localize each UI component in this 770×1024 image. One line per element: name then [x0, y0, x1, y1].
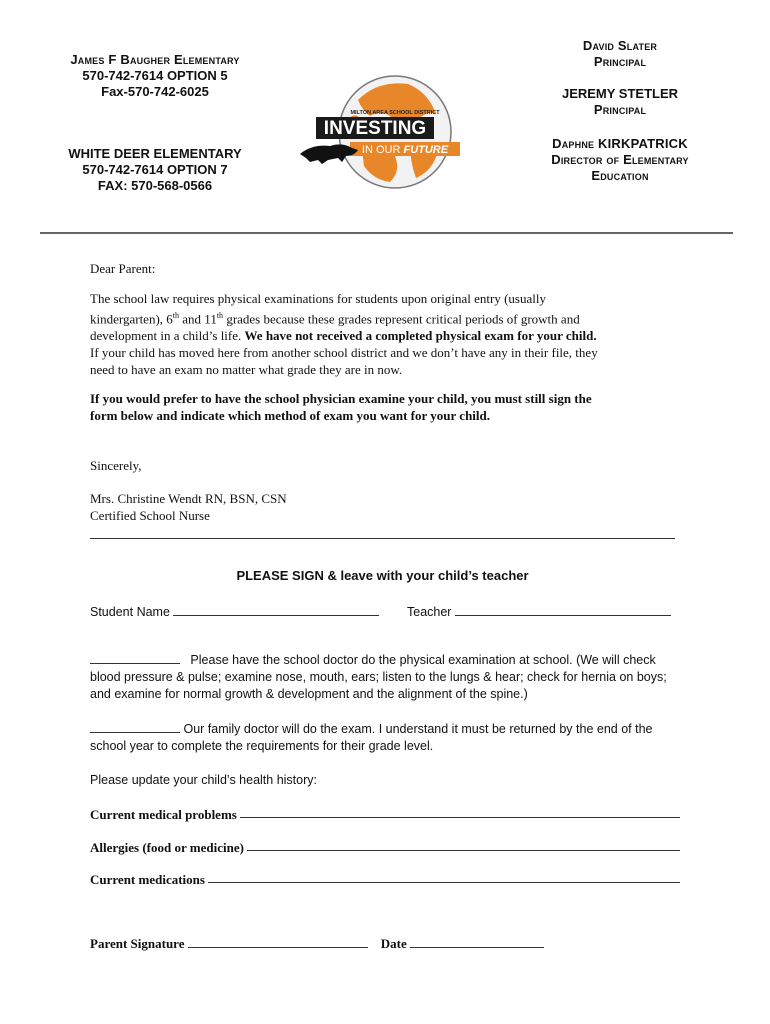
right-header-2 [520, 86, 720, 118]
left-header-2 [40, 146, 270, 194]
medical-problems-field[interactable]: Current medical problems [90, 806, 680, 823]
medical-problems-input[interactable] [240, 806, 680, 818]
logo-word-investing: INVESTING [323, 118, 427, 139]
school-name-white-deer: WHITE DEER ELEMENTARY [68, 146, 242, 161]
allergies-input[interactable] [247, 839, 680, 851]
principal-title-2: Principal [593, 102, 647, 117]
school-name-baugher: James F Baugher Elementary [70, 52, 240, 67]
closing: Sincerely, [90, 458, 142, 473]
form-heading: PLEASE SIGN & leave with your child’s teacher [236, 568, 529, 583]
district-logo [298, 70, 470, 195]
fax-white-deer: FAX: 570-568-0566 [97, 178, 213, 193]
option-family-doctor: Our family doctor will do the exam. I understand it must be returned by the end of the school year to complete the requirements for their grade level. [90, 722, 653, 753]
right-header-3 [520, 136, 720, 184]
principal-name-slater: David Slater [582, 38, 658, 53]
greeting: Dear Parent: [90, 261, 156, 276]
not-received-notice: We have not received a completed physical exam for your child. [244, 328, 597, 344]
principal-name-stetler: JEREMY STETLER [561, 86, 679, 101]
signature-row [90, 935, 690, 952]
paragraph-1: The school law requires physical examinations for students upon original entry (usually kindergarten), 6th and 11th grades because these grades represent critical periods of growth and development in a child’s life. We have not received a completed physical exam for your child. If your child has moved here from another school district and we don’t have any in their file, they need to have an exam no matter what grade they are in now. [90, 291, 598, 378]
globe-logo-graphic [298, 70, 470, 195]
parent-signature-label: Parent Signature [90, 936, 185, 951]
director-title-line2: Education [591, 168, 649, 183]
date-input[interactable] [410, 936, 544, 948]
signer-block [90, 490, 690, 524]
right-header [520, 38, 720, 70]
principal-title-1: Principal [593, 54, 647, 69]
paragraph-2: If you would prefer to have the school physician examine your child, you must still sign the form below and indicate which method of exam you want for your child. [90, 391, 592, 423]
signer-title: Certified School Nurse [90, 508, 210, 523]
header-divider [40, 232, 733, 234]
logo-tagline: IN OUR FUTURE [361, 144, 449, 156]
health-history-prompt: Please update your child’s health history: [90, 773, 317, 787]
family-doctor-checkline[interactable] [90, 721, 180, 733]
allergies-field[interactable]: Allergies (food or medicine) [90, 839, 680, 856]
signer-name: Mrs. Christine Wendt RN, BSN, CSN [90, 491, 287, 506]
parent-signature-input[interactable] [188, 936, 368, 948]
left-header [40, 52, 270, 100]
date-label: Date [380, 936, 407, 951]
medications-input[interactable] [208, 871, 680, 883]
phone-baugher: 570-742-7614 OPTION 5 [82, 68, 228, 83]
logo-arc-text: MILTON AREA SCHOOL DISTRICT [350, 110, 440, 116]
student-name-input[interactable] [173, 604, 379, 616]
option-school-doctor: Please have the school doctor do the physical examination at school. (We will check blood pressure & pulse; examine nose, mouth, ears; listen to the lungs & hear; check for hernia on boys; and examine for normal growth & development and the alignment of the spine.) [90, 653, 667, 701]
teacher-input[interactable] [455, 604, 671, 616]
phone-white-deer: 570-742-7614 OPTION 7 [82, 162, 228, 177]
cut-line [90, 538, 675, 539]
fax-baugher: Fax-570-742-6025 [101, 84, 209, 99]
school-doctor-checkline[interactable] [90, 652, 180, 664]
teacher-field[interactable]: Teacher [407, 604, 671, 619]
student-name-field[interactable]: Student Name [90, 604, 379, 619]
medications-field[interactable]: Current medications [90, 871, 680, 888]
director-name-kirkpatrick: Daphne KIRKPATRICK [552, 136, 688, 151]
director-title-line1: Director of Elementary [551, 152, 689, 167]
